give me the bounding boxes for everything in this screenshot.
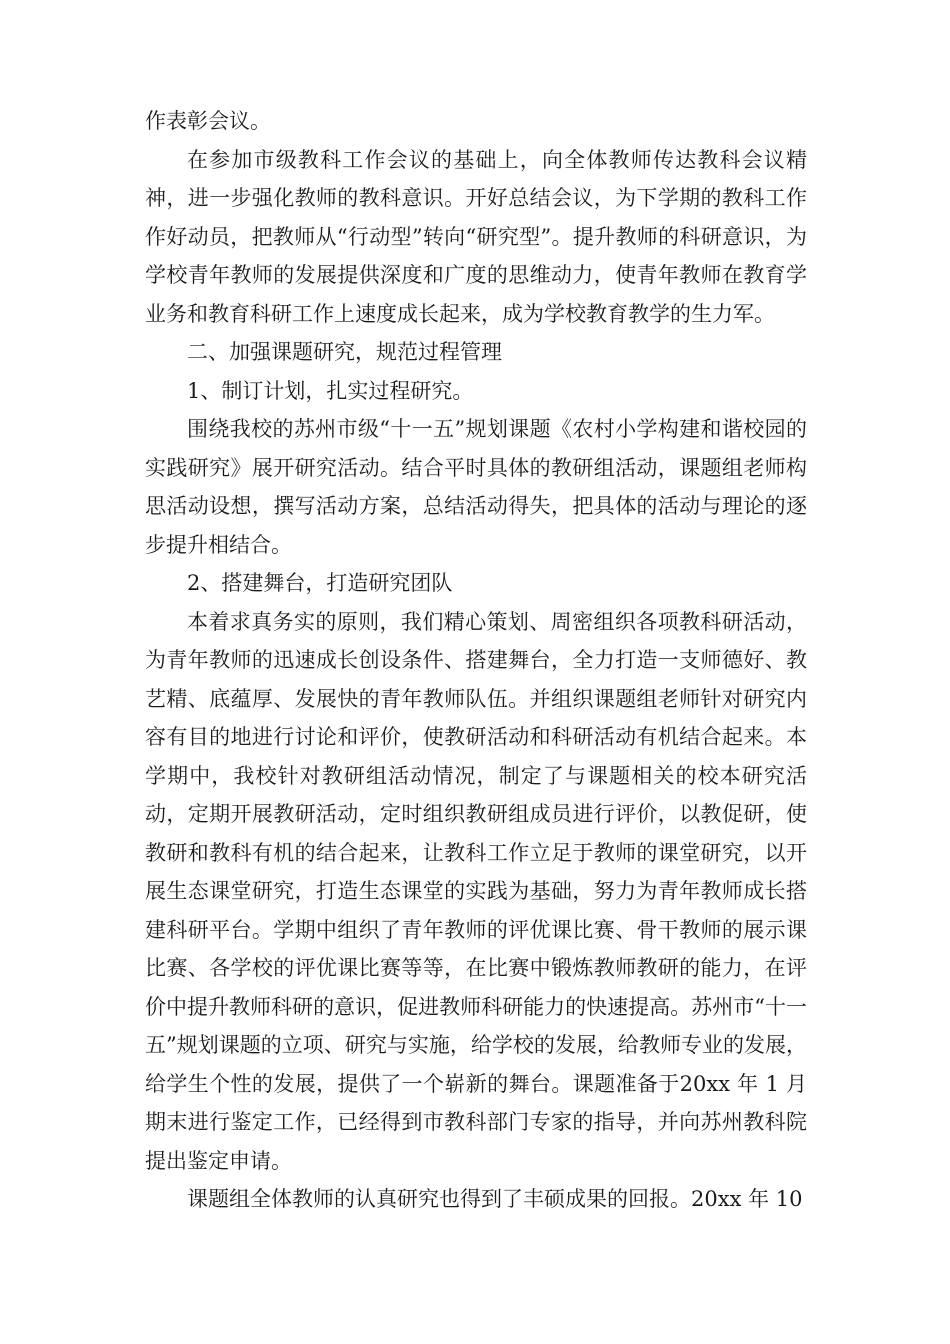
- document-page: [145, 102, 807, 1219]
- paragraph-2: 在参加市级教科工作会议的基础上，向全体教师传达教科会议精神，进一步强化教师的教科意识。开好总结会议，为下学期的教科工作作好动员，把教师从“行动型”转向“研究型”。提升教师的科研意识，为学校青年教师的发展提供深度和广度的思维动力，使青年教师在教育学业务和教育科研工作上速度成长起来，成为学校教育教学的生力军。: [145, 147, 807, 326]
- paragraph-4: 本着求真务实的原则，我们精心策划、周密组织各项教科研活动，为青年教师的迅速成长创设条件、搭建舞台，全力打造一支师德好、教艺精、底蕴厚、发展快的青年教师队伍。并组织课题组老师针对研究内容有目的地进行讨论和评价，使教研活动和科研活动有机结合起来。本学期中，我校针对教研组活动情况，制定了与课题相关的校本研究活动，定期开展教研活动，定时组织教研组成员进行评价，以教促研，使教研和教科有机的结合起来，让教科工作立足于教师的课堂研究，以开展生态课堂研究，打造生态课堂的实践为基础，努力为青年教师成长搭建科研平台。学期中组织了青年教师的评优课比赛、骨干教师的展示课比赛、各学校的评优课比赛等等，在比赛中锻炼教师教研的能力，在评价中提升教师科研的意识，促进教师科研能力的快速提高。苏州市“十一五”规划课题的立项、研究与实施，给学校的发展，给教师专业的发展，给学生个性的发展，提供了一个崭新的舞台。课题准备于20xx 年 1 月期末进行鉴定工作，已经得到市教科部门专家的指导，并向苏州教科院提出鉴定申请。: [145, 609, 807, 1173]
- subheading-1: 1、制订计划，扎实过程研究。: [187, 378, 474, 403]
- section-heading-2: 二、加强课题研究，规范过程管理: [187, 340, 502, 364]
- paragraph-3: 围绕我校的苏州市级“十一五”规划课题《农村小学构建和谐校园的实践研究》展开研究活动。结合平时具体的教研组活动，课题组老师构思活动设想，撰写活动方案，总结活动得失，把具体的活动与理论的逐步提升相结合。: [145, 417, 807, 557]
- paragraph-5: 课题组全体教师的认真研究也得到了丰硕成果的回报。20xx 年 10: [187, 1187, 803, 1211]
- paragraph-1: 作表彰会议。: [145, 109, 271, 133]
- subheading-2: 2、搭建舞台，打造研究团队: [187, 571, 453, 595]
